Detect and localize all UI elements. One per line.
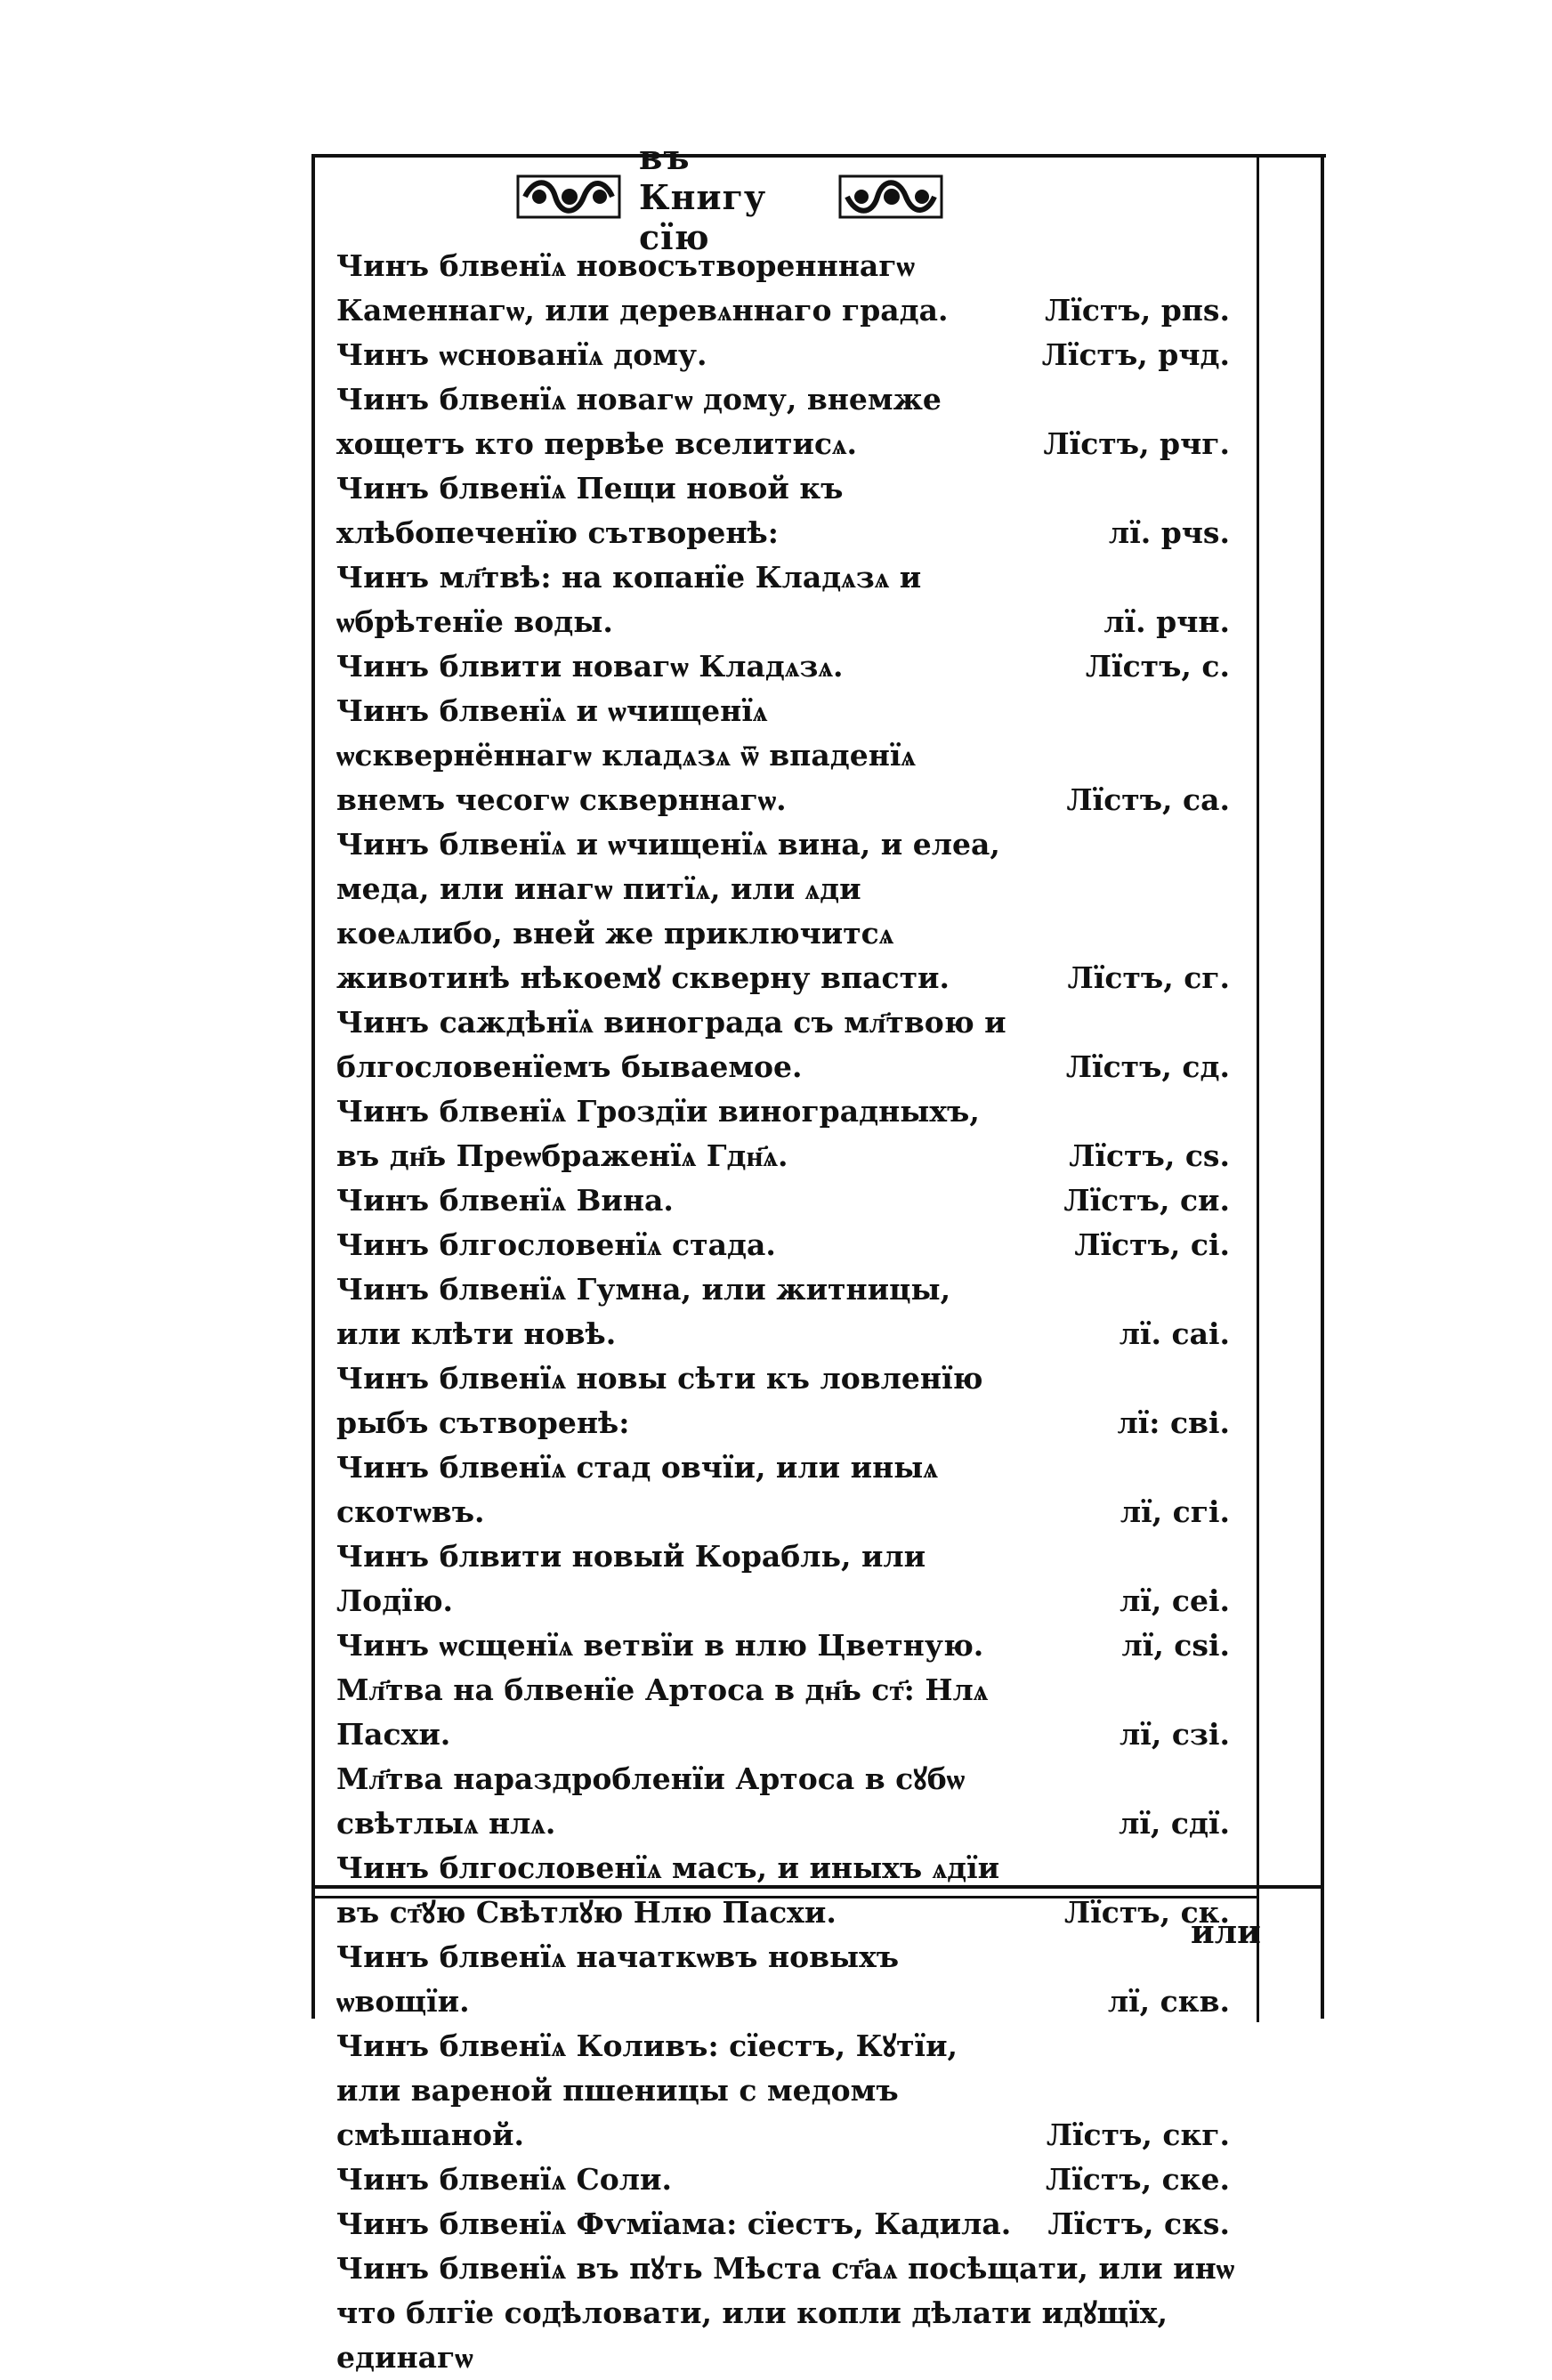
frame-left-rule	[311, 154, 315, 2019]
contents-entry	[329, 1267, 1248, 1356]
entry-page-ref: Лїстъ, с.	[1085, 649, 1230, 684]
entry-page-ref: Лїстъ, сг.	[1067, 960, 1230, 995]
contents-entry	[329, 1356, 1248, 1445]
entry-text: Чинъ блвенїѧ Гроздїи виноградныхъ, въ дн҃ь Преѡбраженїѧ Гдн҃ѧ.	[336, 1094, 980, 1173]
entry-page-ref: Лїстъ, рпѕ.	[1045, 293, 1230, 328]
contents-entry	[329, 1000, 1248, 1089]
entry-text: Чинъ ѡснованїѧ дому.	[336, 337, 707, 372]
page-title: въ Книгу сїю	[639, 136, 767, 257]
entry-text: Чинъ блвенїѧ и ѡчищенїѧ ѡсквернённагѡ кладѧзѧ ѿ впаденїѧ внемъ чесогѡ скверннагѡ.	[336, 693, 916, 817]
entry-text: Чинъ блвити новагѡ Кладѧзѧ.	[336, 649, 844, 684]
contents-entry	[329, 1846, 1248, 1935]
contents-entry	[329, 1757, 1248, 1846]
contents-entry	[329, 1089, 1248, 1178]
entry-page-ref: Лїстъ, скѕ.	[1047, 2206, 1230, 2241]
entry-page-ref: Лїстъ, сд.	[1065, 1049, 1230, 1084]
contents-entry	[329, 2024, 1248, 2157]
entry-text: Мл҃тва нараздробленїи Артоса в сꙋбѡ свѣтлыѧ нлѧ.	[336, 1761, 966, 1841]
entry-text: Чинъ блвенїѧ Вина.	[336, 1183, 674, 1218]
entry-text: Чинъ блвенїѧ новагѡ дому, внемже хощетъ кто первѣе вселитисѧ.	[336, 382, 942, 461]
entry-text: Чинъ блвенїѧ въ пꙋть Мѣста ст҃аѧ посѣщати, или инѡ что блгїе содѣловати, или копли дѣлати идꙋщїх, единагѡ	[336, 2251, 1235, 2375]
contents-entry	[329, 1623, 1248, 1668]
entry-page-ref: лї, сѕі.	[1121, 1628, 1230, 1663]
contents-entry	[329, 244, 1248, 333]
entry-text: Чинъ блвенїѧ Пещи новой къ хлѣбопеченїю сътворенѣ:	[336, 471, 844, 550]
contents-list	[329, 244, 1248, 2380]
contents-entry	[329, 2246, 1248, 2380]
contents-entry	[329, 1178, 1248, 1223]
entry-page-ref: Лїстъ, са.	[1066, 782, 1230, 817]
entry-page-ref: Лїстъ, скг.	[1046, 2117, 1230, 2152]
entry-text: Чинъ блвенїѧ и ѡчищенїѧ вина, и елеа, меда, или инагѡ питїѧ, или ѧди коеѧлибо, вней же приключитсѧ животинѣ нѣкоемꙋ скверну впасти.	[336, 827, 1000, 995]
frame-inner-rule	[1257, 158, 1259, 2022]
contents-entry	[329, 822, 1248, 1000]
entry-text: Чинъ блгословенїѧ масъ, и иныхъ ѧдїи въ ст҃ꙋю Свѣтлꙋю Нлю Пасхи.	[336, 1850, 1000, 1930]
entry-page-ref: лї, сзі.	[1120, 1717, 1230, 1752]
entry-text: Чинъ мл҃твѣ: на копанїе Кладѧзѧ и ѡбрѣтенїе воды.	[336, 560, 922, 639]
frame-right-rule	[1321, 154, 1324, 2019]
entry-page-ref: лї. рчн.	[1103, 604, 1230, 639]
entry-page-ref: Лїстъ, сѕ.	[1069, 1138, 1230, 1173]
entry-page-ref: лї. саі.	[1119, 1316, 1230, 1351]
ornament-left-icon	[516, 173, 621, 221]
entry-text: Чинъ блвенїѧ новосътворенннагѡ Каменнагѡ, или деревѧннаго града.	[336, 248, 949, 328]
entry-text: Чинъ блвенїѧ Гумна, или житницы, или клѣти новѣ.	[336, 1272, 951, 1351]
contents-entry	[329, 1223, 1248, 1267]
contents-entry	[329, 689, 1248, 822]
entry-page-ref: лї: сві.	[1117, 1405, 1230, 1440]
entry-page-ref: Лїстъ, си.	[1063, 1183, 1230, 1218]
entry-text: Чинъ блвити новый Корабль, или Лодїю.	[336, 1539, 926, 1618]
entry-text: Чинъ ѡсщенїѧ ветвїи в нлю Цветную.	[336, 1628, 984, 1663]
contents-entry	[329, 1935, 1248, 2024]
ornament-right-icon	[838, 173, 943, 221]
entry-page-ref: Лїстъ, ск.	[1064, 1895, 1230, 1930]
entry-page-ref: Лїстъ, рчг.	[1043, 426, 1230, 461]
contents-entry	[329, 2202, 1248, 2246]
entry-page-ref: лї, скв.	[1107, 1984, 1230, 2019]
entry-text: Чинъ блвенїѧ Коливъ: сїестъ, Кꙋтїи, или вареной пшеницы с медомъ смѣшаной.	[336, 2028, 958, 2152]
entry-page-ref: Лїстъ, ске.	[1046, 2162, 1230, 2197]
entry-text: Чинъ блвенїѧ начаткѡвъ новыхъ ѡвощїи.	[336, 1939, 900, 2019]
entry-page-ref: лї, сгі.	[1120, 1494, 1230, 1529]
entry-text: Чинъ блвенїѧ Фѵмїама: сїестъ, Кадила.	[336, 2206, 1012, 2241]
entry-page-ref: Лїстъ, рчд.	[1041, 337, 1230, 372]
contents-entry	[329, 333, 1248, 377]
entry-page-ref: Лїстъ, сі.	[1074, 1227, 1230, 1262]
contents-entry	[329, 644, 1248, 689]
entry-page-ref: лї. рчѕ.	[1108, 515, 1230, 550]
contents-entry	[329, 555, 1248, 644]
entry-text: Чинъ саждѣнїѧ винограда съ мл҃твою и блгословенїемъ бываемое.	[336, 1005, 1006, 1084]
contents-entry	[329, 2157, 1248, 2202]
entry-text: Чинъ блвенїѧ Соли.	[336, 2162, 672, 2197]
contents-entry	[329, 466, 1248, 555]
entry-text: Чинъ блгословенїѧ стада.	[336, 1227, 776, 1262]
contents-entry	[329, 1668, 1248, 1757]
page-header	[516, 136, 943, 257]
catchword: или	[1191, 1914, 1261, 1951]
entry-page-ref: лї, сеі.	[1120, 1583, 1230, 1618]
contents-entry	[329, 1445, 1248, 1534]
entry-text: Чинъ блвенїѧ стад овчїи, или иныѧ скотѡвъ.	[336, 1450, 938, 1529]
contents-entry	[329, 377, 1248, 466]
entry-text: Мл҃тва на блвенїе Артоса в дн҃ь ст҃: Нлѧ Пасхи.	[336, 1672, 989, 1752]
contents-entry	[329, 1534, 1248, 1623]
entry-text: Чинъ блвенїѧ новы сѣти къ ловленїю рыбъ сътворенѣ:	[336, 1361, 983, 1440]
entry-page-ref: лї, сдї.	[1119, 1806, 1230, 1841]
